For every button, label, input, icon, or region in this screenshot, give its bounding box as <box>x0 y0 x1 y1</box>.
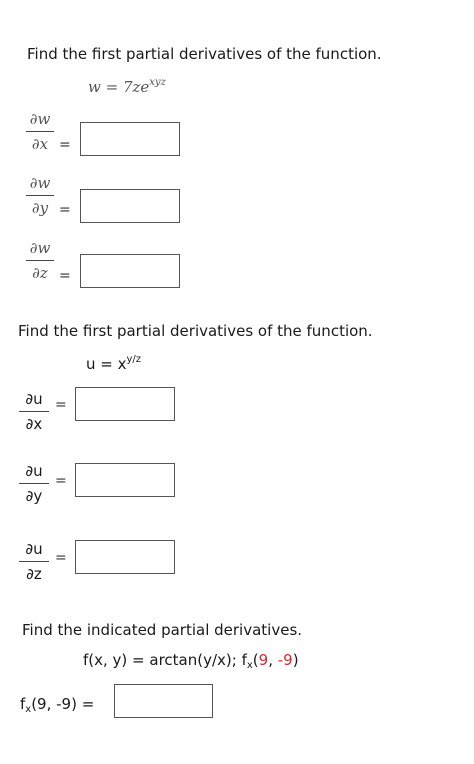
fraction-bar <box>26 131 54 132</box>
problem2-function <box>86 354 141 373</box>
equals-sign: = <box>59 268 71 284</box>
fraction-bar <box>26 195 54 196</box>
answer-input-dw-dz[interactable] <box>80 254 180 288</box>
partial-w-x-label <box>26 110 54 153</box>
problem3-open-paren: ( <box>252 651 259 669</box>
problem1-function-lhs: w = 7ze <box>88 78 150 96</box>
fraction-numerator: ∂w <box>29 110 51 128</box>
partial-u-y-label <box>19 462 49 505</box>
problem2-prompt: Find the first partial derivatives of the function. <box>18 322 373 340</box>
answer-input-du-dy[interactable] <box>75 463 175 497</box>
fraction-bar <box>19 483 49 484</box>
fraction-denominator: ∂z <box>32 264 48 282</box>
problem3-function-main: f(x, y) = arctan(y/x); f <box>83 651 247 669</box>
problem3-function-subscript: x <box>246 660 253 671</box>
problem2-function-exponent: y/z <box>126 354 142 365</box>
fraction-numerator: ∂w <box>29 239 51 257</box>
equals-sign: = <box>59 202 71 218</box>
problem3-arg-y: -9 <box>277 651 293 669</box>
equals-sign: = <box>55 550 67 566</box>
fraction-denominator: ∂z <box>26 565 42 583</box>
problem3-arg-x: 9 <box>258 651 269 669</box>
answer-input-du-dz[interactable] <box>75 540 175 574</box>
answer-input-fx[interactable] <box>114 684 213 718</box>
problem3-function <box>83 651 299 671</box>
fraction-bar <box>26 260 54 261</box>
problem3-prompt: Find the indicated partial derivatives. <box>22 621 303 639</box>
fraction-numerator: ∂u <box>25 462 43 480</box>
equals-sign: = <box>55 473 67 489</box>
problem2-function-lhs: u = x <box>86 355 127 373</box>
fraction-bar <box>19 411 49 412</box>
fraction-denominator: ∂y <box>31 199 49 217</box>
fx-label-f: f <box>20 695 26 713</box>
fraction-numerator: ∂u <box>25 540 43 558</box>
fraction-denominator: ∂x <box>25 415 43 433</box>
fraction-numerator: ∂w <box>29 174 51 192</box>
answer-input-dw-dy[interactable] <box>80 189 180 223</box>
equals-sign: = <box>55 397 67 413</box>
partial-w-z-label <box>26 239 54 282</box>
answer-input-du-dx[interactable] <box>75 387 175 421</box>
partial-u-z-label <box>19 540 49 583</box>
problem3-comma: , <box>268 651 278 669</box>
fx-answer-label <box>20 695 94 715</box>
problem3-close-paren: ) <box>292 651 299 669</box>
fraction-denominator: ∂y <box>25 487 43 505</box>
answer-input-dw-dx[interactable] <box>80 122 180 156</box>
equals-sign: = <box>59 137 71 153</box>
equals-sign: = <box>81 695 95 713</box>
fraction-denominator: ∂x <box>31 135 49 153</box>
fraction-bar <box>19 561 49 562</box>
partial-u-x-label <box>19 390 49 433</box>
fx-label-args: (9, -9) <box>31 695 77 713</box>
fx-label-subscript: x <box>25 704 32 715</box>
fraction-numerator: ∂u <box>25 390 43 408</box>
problem1-prompt: Find the first partial derivatives of the function. <box>27 45 382 63</box>
partial-w-y-label <box>26 174 54 217</box>
problem1-function <box>88 77 166 96</box>
problem1-function-exponent: xyz <box>149 77 166 88</box>
